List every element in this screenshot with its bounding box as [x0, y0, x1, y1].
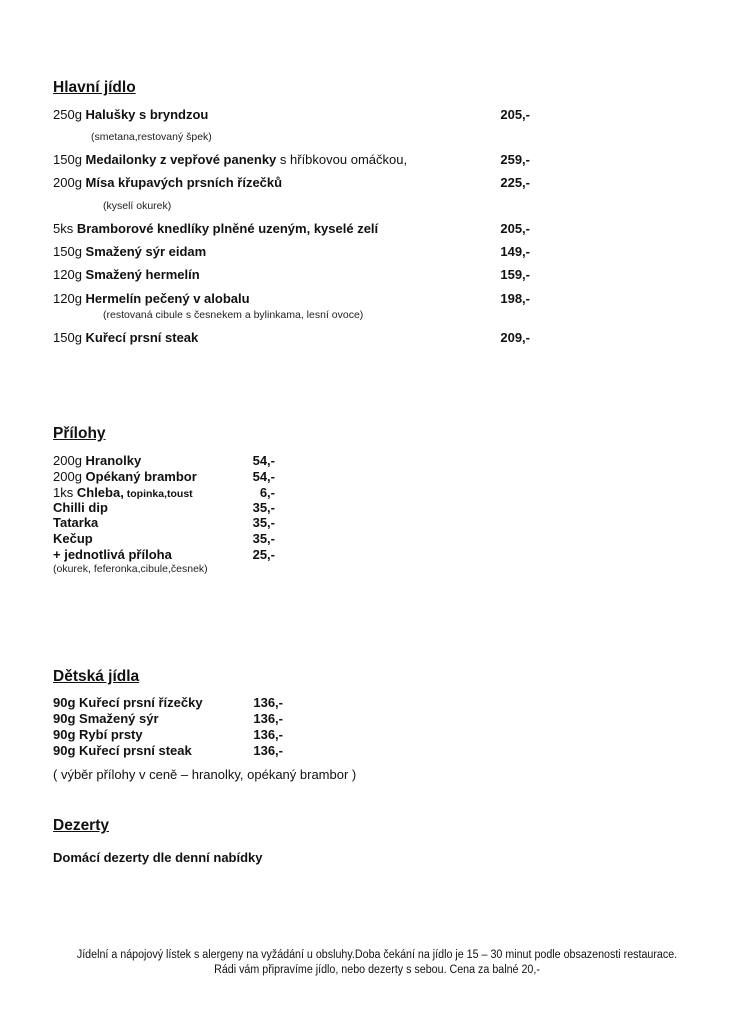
menu-item — [53, 453, 141, 469]
item-name: Hermelín pečený v alobalu — [85, 291, 250, 306]
menu-item — [53, 291, 250, 307]
item-weight: 1ks — [53, 485, 74, 500]
item-name: + jednotlivá příloha — [53, 547, 172, 562]
item-weight: 90g — [53, 695, 76, 710]
item-price: 136,- — [253, 711, 283, 726]
item-note: (smetana,restovaný špek) — [91, 131, 212, 143]
menu-item — [53, 267, 200, 283]
item-weight: 200g — [53, 175, 82, 190]
item-weight: 120g — [53, 267, 82, 282]
item-price: 205,- — [500, 107, 530, 122]
item-price: 136,- — [253, 727, 283, 742]
menu-item — [53, 695, 203, 711]
item-name: Kečup — [53, 531, 93, 546]
item-weight: 90g — [53, 727, 76, 742]
section-title-sides: Přílohy — [53, 425, 106, 442]
item-price: 159,- — [500, 267, 530, 282]
item-weight: 90g — [53, 743, 76, 758]
item-weight: 150g — [53, 152, 82, 167]
sides-note: (okurek, feferonka,cibule,česnek) — [53, 563, 208, 575]
item-name: Mísa křupavých prsních řízečků — [85, 175, 283, 190]
item-price: 149,- — [500, 244, 530, 259]
menu-item — [53, 244, 206, 260]
item-name: Hranolky — [85, 453, 142, 468]
item-name: Kuřecí prsní steak — [85, 330, 199, 345]
footer-line-2: Rádi vám připravíme jídlo, nebo dezerty s sebou. Cena za balné 20,- — [214, 964, 540, 976]
menu-item — [53, 469, 197, 485]
item-price: 54,- — [252, 453, 275, 468]
item-extra: topinka,toust — [123, 488, 193, 500]
menu-item — [53, 727, 143, 743]
section-title-desserts: Dezerty — [53, 817, 109, 834]
footer-line-1: Jídelní a nápojový lístek s alergeny na vyžádání u obsluhy.Doba čekání na jídlo je 15 – 30 minut podle obsazenosti restaurace. — [76, 949, 678, 961]
menu-item — [53, 711, 159, 727]
item-weight: 150g — [53, 244, 82, 259]
item-name: Bramborové knedlíky plněné uzeným, kyselé zelí — [76, 221, 379, 236]
item-name: Tatarka — [53, 515, 99, 530]
menu-item — [53, 152, 407, 168]
menu-item — [53, 500, 108, 516]
menu-item — [53, 330, 198, 346]
item-price: 25,- — [252, 547, 275, 562]
item-price: 259,- — [500, 152, 530, 167]
item-name: Smažený sýr — [79, 711, 159, 726]
item-name: Kuřecí prsní steak — [79, 743, 192, 758]
item-name: Chleba, — [76, 485, 124, 500]
item-price: 136,- — [253, 743, 283, 758]
menu-item — [53, 531, 93, 547]
item-name: Chilli dip — [53, 500, 108, 515]
item-price: 136,- — [253, 695, 283, 710]
item-note: (restovaná cibule s česnekem a bylinkama, lesní ovoce) — [103, 309, 364, 321]
kids-note: ( výběr přílohy v ceně – hranolky, opékaný brambor ) — [53, 767, 357, 782]
desserts-text: Domácí dezerty dle denní nabídky — [53, 850, 263, 865]
section-title-kids: Dětská jídla — [53, 668, 140, 685]
item-price: 6,- — [259, 485, 275, 500]
item-price: 35,- — [252, 515, 275, 530]
menu-item — [53, 743, 192, 759]
section-title-main: Hlavní jídlo — [53, 79, 136, 96]
item-price: 35,- — [252, 531, 275, 546]
item-name: Medailonky z vepřové panenky — [85, 152, 277, 167]
item-name: Smažený sýr eidam — [85, 244, 207, 259]
item-price: 198,- — [500, 291, 530, 306]
item-weight: 90g — [53, 711, 76, 726]
item-extra: s hříbkovou omáčkou, — [276, 152, 408, 167]
item-name: Rybí prsty — [79, 727, 143, 742]
item-name: Smažený hermelín — [85, 267, 200, 282]
item-name: Halušky s bryndzou — [85, 107, 209, 122]
item-weight: 250g — [53, 107, 82, 122]
item-price: 209,- — [500, 330, 530, 345]
item-name: Opékaný brambor — [85, 469, 197, 484]
item-price: 35,- — [252, 500, 275, 515]
menu-item — [53, 175, 282, 191]
item-price: 54,- — [252, 469, 275, 484]
menu-item — [53, 107, 208, 123]
menu-item — [53, 515, 98, 531]
item-weight: 5ks — [53, 221, 74, 236]
item-price: 225,- — [500, 175, 530, 190]
item-weight: 200g — [53, 469, 82, 484]
item-weight: 200g — [53, 453, 82, 468]
item-name: Kuřecí prsní řízečky — [79, 695, 203, 710]
menu-item — [53, 221, 378, 237]
item-note: (kyselí okurek) — [103, 200, 172, 212]
item-price: 205,- — [500, 221, 530, 236]
item-weight: 120g — [53, 291, 82, 306]
item-weight: 150g — [53, 330, 82, 345]
